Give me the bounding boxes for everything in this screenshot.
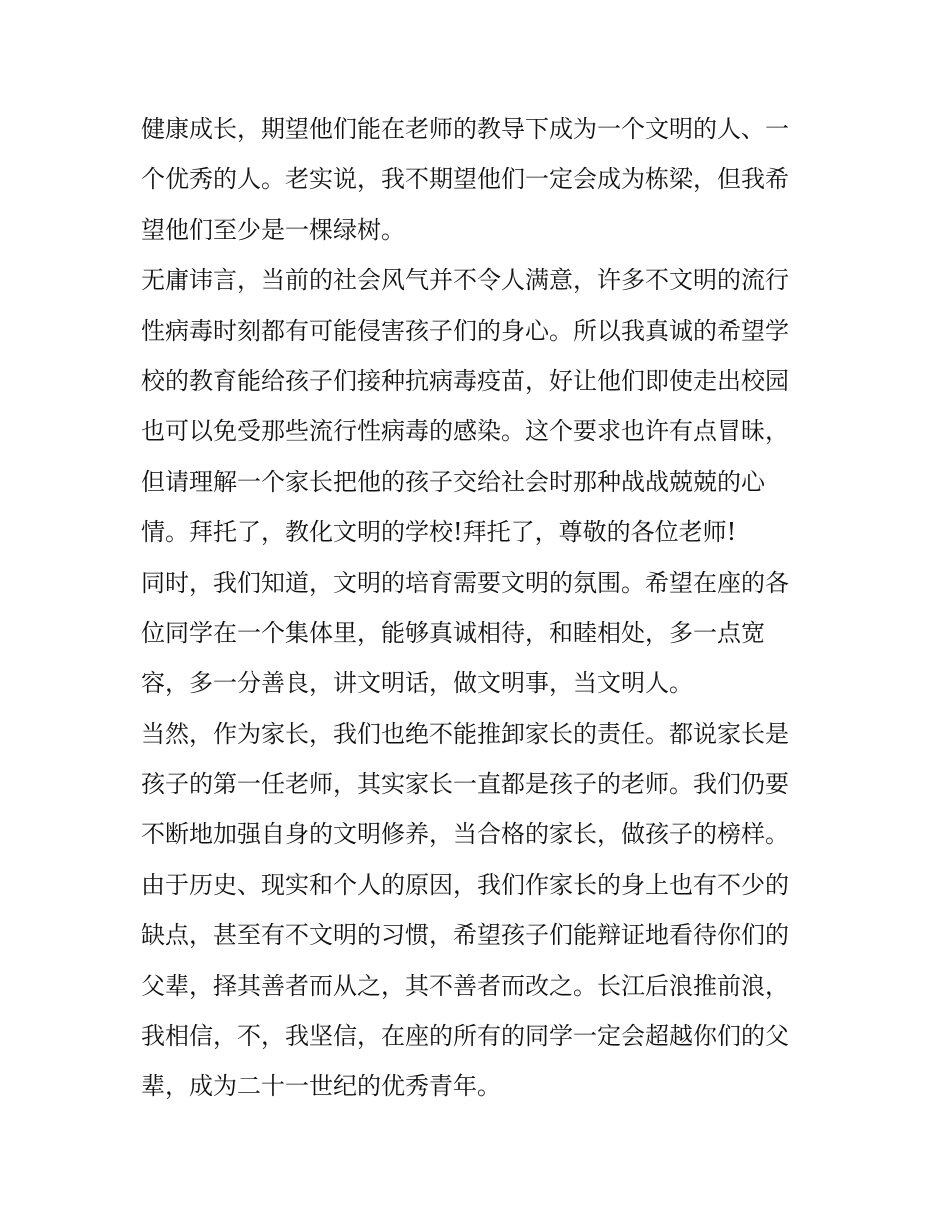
text-line: 缺点，甚至有不文明的习惯，希望孩子们能辩证地看待你们的: [141, 921, 789, 950]
text-line: 性病毒时刻都有可能侵害孩子们的身心。所以我真诚的希望学: [141, 316, 789, 345]
text-line: 由于历史、现实和个人的原因，我们作家长的身上也有不少的: [141, 870, 789, 899]
text-line: 我相信，不，我坚信，在座的所有的同学一定会超越你们的父: [141, 1022, 789, 1051]
text-line: 同时，我们知道，文明的培育需要文明的氛围。希望在座的各: [141, 568, 789, 597]
text-line: 当然，作为家长，我们也绝不能推卸家长的责任。都说家长是: [141, 719, 789, 748]
text-line: 无庸讳言，当前的社会风气并不令人满意，许多不文明的流行: [141, 266, 789, 295]
text-line: 望他们至少是一棵绿树。: [141, 215, 405, 244]
text-line: 容，多一分善良，讲文明话，做文明事，当文明人。: [141, 669, 693, 698]
text-line: 情。拜托了，教化文明的学校!拜托了，尊敬的各位老师!: [141, 518, 737, 547]
text-line: 但请理解一个家长把他的孩子交给社会时那种战战兢兢的心: [141, 467, 765, 496]
text-line: 位同学在一个集体里，能够真诚相待，和睦相处，多一点宽: [141, 618, 765, 647]
text-line: 不断地加强自身的文明修养，当合格的家长，做孩子的榜样。: [141, 820, 789, 849]
text-line: 健康成长，期望他们能在老师的教导下成为一个文明的人、一: [141, 115, 789, 143]
text-line: 父辈，择其善者而从之，其不善者而改之。长江后浪推前浪，: [141, 971, 789, 1000]
text-line: 也可以免受那些流行性病毒的感染。这个要求也许有点冒昧，: [141, 417, 789, 446]
text-line: 辈，成为二十一世纪的优秀青年。: [141, 1072, 501, 1101]
text-line: 孩子的第一任老师，其实家长一直都是孩子的老师。我们仍要: [141, 770, 789, 799]
text-line: 校的教育能给孩子们接种抗病毒疫苗，好让他们即使走出校园: [141, 366, 789, 395]
text-line: 个优秀的人。老实说，我不期望他们一定会成为栋梁，但我希: [141, 165, 789, 194]
body-text: [141, 104, 821, 1112]
